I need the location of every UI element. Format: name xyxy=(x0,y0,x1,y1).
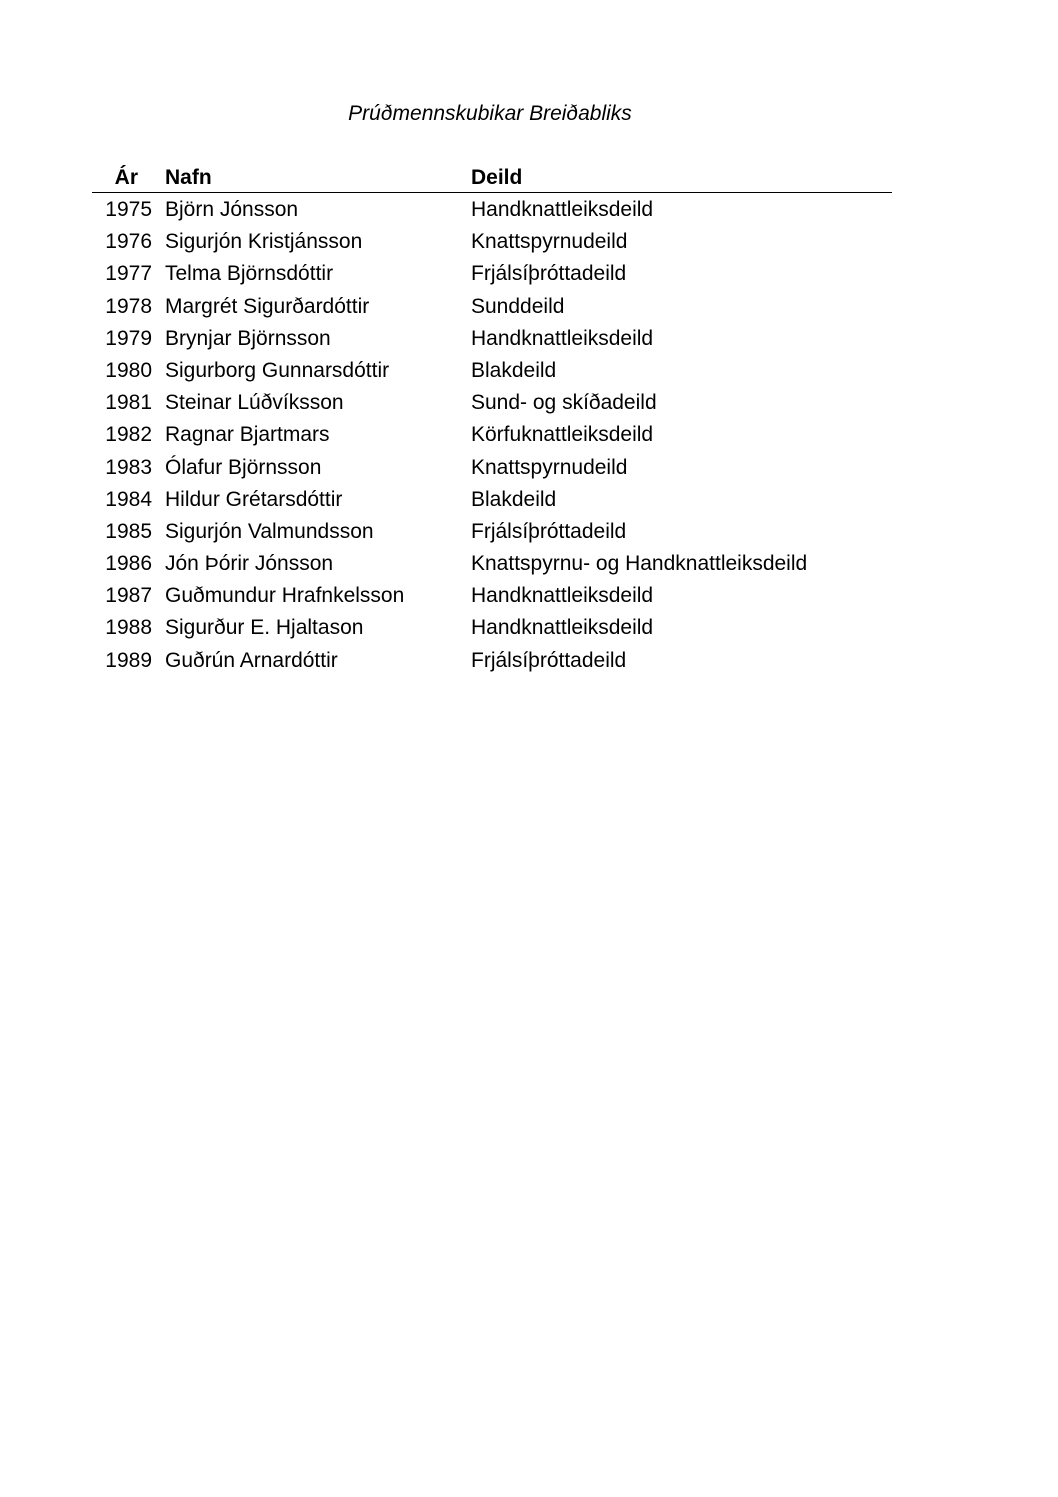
year-cell: 1987 xyxy=(105,584,152,608)
department-cell: Knattspyrnudeild xyxy=(471,230,628,254)
year-cell: 1977 xyxy=(105,262,152,286)
name-cell: Ragnar Bjartmars xyxy=(165,423,330,447)
year-cell: 1982 xyxy=(105,423,152,447)
table-row xyxy=(92,485,892,517)
name-cell: Margrét Sigurðardóttir xyxy=(165,294,370,318)
department-cell: Blakdeild xyxy=(471,487,557,511)
table-row xyxy=(92,195,892,227)
department-cell: Handknattleiksdeild xyxy=(471,584,654,608)
table-header-row xyxy=(92,163,892,193)
table-row xyxy=(92,259,892,291)
year-cell: 1980 xyxy=(105,358,152,382)
year-cell: 1984 xyxy=(105,487,152,511)
name-cell: Guðmundur Hrafnkelsson xyxy=(165,584,405,608)
table-row xyxy=(92,549,892,581)
name-cell: Hildur Grétarsdóttir xyxy=(165,487,343,511)
year-cell: 1983 xyxy=(105,455,152,479)
department-cell: Handknattleiksdeild xyxy=(471,326,654,350)
department-cell: Körfuknattleiksdeild xyxy=(471,423,654,447)
department-cell: Frjálsíþróttadeild xyxy=(471,262,627,286)
year-cell: 1981 xyxy=(105,391,152,415)
table-body xyxy=(92,193,892,678)
year-cell: 1985 xyxy=(105,519,152,543)
name-cell: Guðrún Arnardóttir xyxy=(165,648,338,672)
department-cell: Handknattleiksdeild xyxy=(471,198,654,221)
table-row xyxy=(92,388,892,420)
name-cell: Björn Jónsson xyxy=(165,198,299,221)
name-cell: Sigurjón Valmundsson xyxy=(165,519,374,543)
name-cell: Telma Björnsdóttir xyxy=(165,262,334,286)
department-cell: Blakdeild xyxy=(471,358,557,382)
year-cell: 1978 xyxy=(105,294,152,318)
name-cell: Sigurður E. Hjaltason xyxy=(165,616,364,640)
department-cell: Frjálsíþróttadeild xyxy=(471,648,627,672)
name-cell: Ólafur Björnsson xyxy=(165,455,322,479)
department-cell: Frjálsíþróttadeild xyxy=(471,519,627,543)
year-cell: 1979 xyxy=(105,326,152,350)
table-row xyxy=(92,517,892,549)
table-row xyxy=(92,420,892,452)
department-cell: Handknattleiksdeild xyxy=(471,616,654,640)
header-department: Deild xyxy=(471,166,523,189)
name-cell: Sigurborg Gunnarsdóttir xyxy=(165,358,390,382)
table-row xyxy=(92,453,892,485)
name-cell: Steinar Lúðvíksson xyxy=(165,391,344,415)
name-cell: Sigurjón Kristjánsson xyxy=(165,230,363,254)
name-cell: Jón Þórir Jónsson xyxy=(165,552,334,576)
year-cell: 1989 xyxy=(105,648,152,672)
year-cell: 1986 xyxy=(105,552,152,576)
table-row xyxy=(92,581,892,613)
year-cell: 1988 xyxy=(105,616,152,640)
department-cell: Knattspyrnu- og Handknattleiksdeild xyxy=(471,552,808,576)
department-cell: Sund- og skíðadeild xyxy=(471,391,657,415)
year-cell: 1975 xyxy=(105,198,152,221)
department-cell: Knattspyrnudeild xyxy=(471,455,628,479)
department-cell: Sunddeild xyxy=(471,294,565,318)
header-name: Nafn xyxy=(165,166,212,189)
table-row xyxy=(92,227,892,259)
table-row xyxy=(92,646,892,678)
table-row xyxy=(92,292,892,324)
year-cell: 1976 xyxy=(105,230,152,254)
table-row xyxy=(92,356,892,388)
document-title: Prúðmennskubikar Breiðabliks xyxy=(348,102,632,125)
award-table xyxy=(92,163,892,678)
header-year: Ár xyxy=(114,166,138,189)
table-row xyxy=(92,324,892,356)
name-cell: Brynjar Björnsson xyxy=(165,326,331,350)
table-row xyxy=(92,613,892,645)
